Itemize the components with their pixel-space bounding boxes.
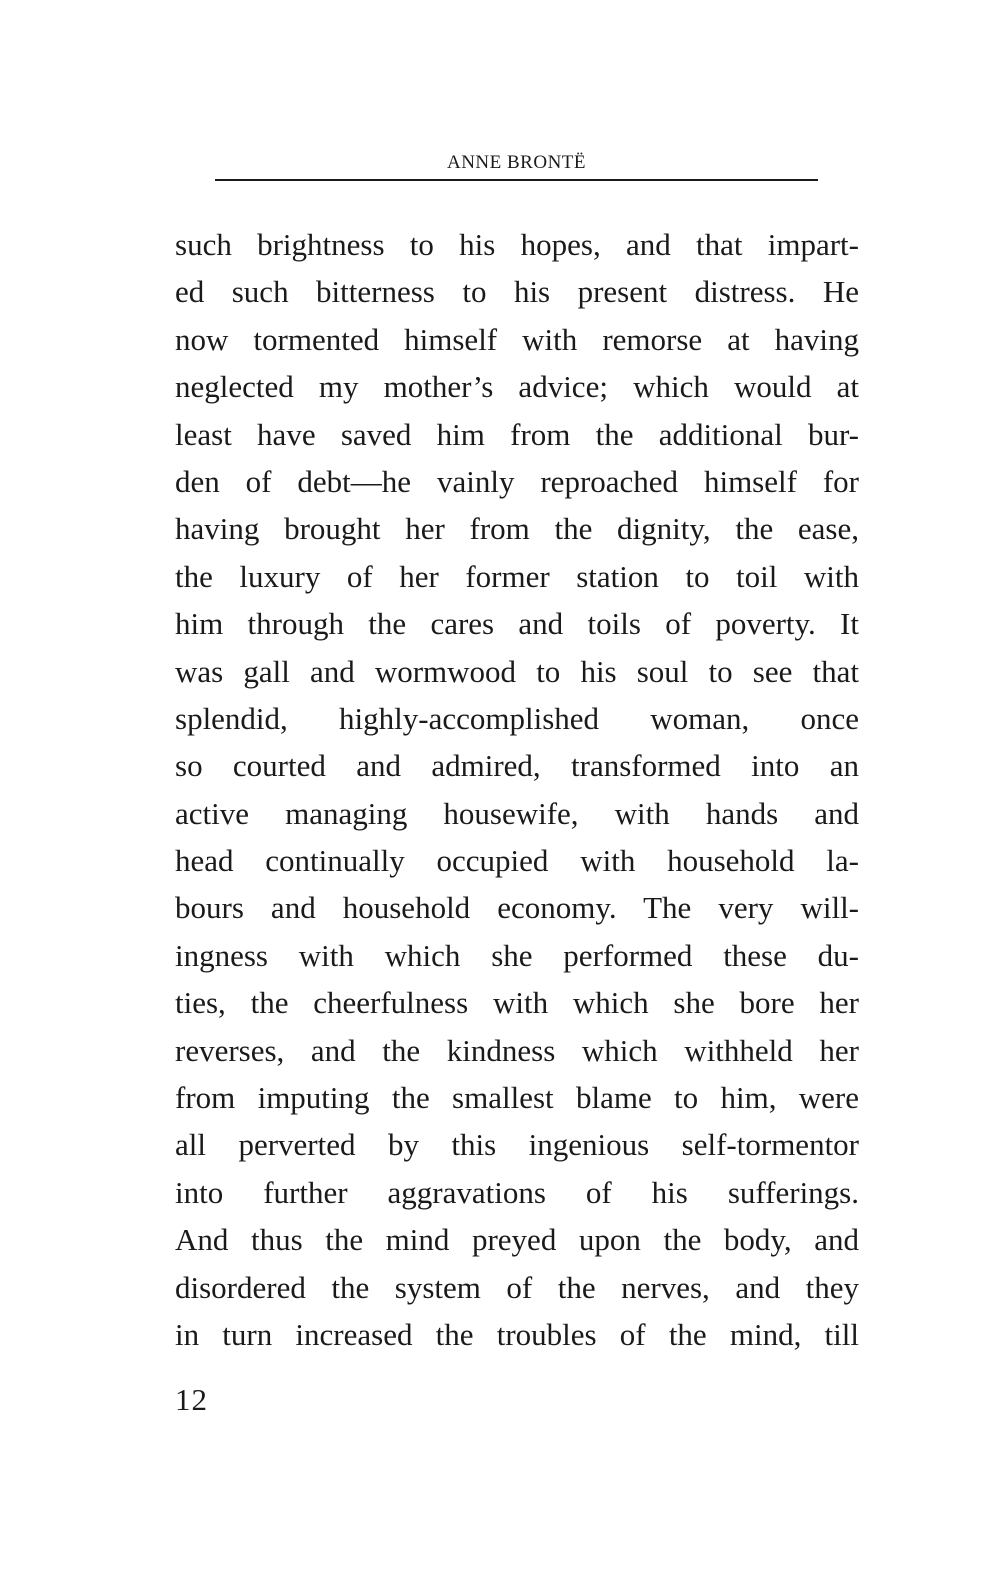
text-line: active managing housewife, with hands and xyxy=(175,795,859,831)
text-line: all perverted by this ingenious self-tormentor xyxy=(175,1127,859,1163)
text-line: was gall and wormwood to his soul to see that xyxy=(175,653,859,689)
text-line: from imputing the smallest blame to him, were xyxy=(175,1080,859,1116)
text-line: disordered the system of the nerves, and they xyxy=(175,1269,859,1305)
text-line: into further aggravations of his sufferings. xyxy=(175,1174,859,1210)
text-line: in turn increased the troubles of the mind, till xyxy=(175,1316,859,1352)
text-line: And thus the mind preyed upon the body, and xyxy=(175,1222,859,1258)
text-line: least have saved him from the additional bur- xyxy=(175,416,859,452)
text-line: now tormented himself with remorse at having xyxy=(175,321,859,357)
text-line: splendid, highly-accomplished woman, once xyxy=(175,700,859,736)
text-line: him through the cares and toils of poverty. It xyxy=(175,606,859,642)
text-line: reverses, and the kindness which withheld her xyxy=(175,1032,859,1068)
text-line: having brought her from the dignity, the ease, xyxy=(175,511,859,547)
text-line: such brightness to his hopes, and that impart- xyxy=(175,227,859,262)
text-line: den of debt—he vainly reproached himself for xyxy=(175,463,859,499)
text-line: ed such bitterness to his present distress. He xyxy=(175,274,859,310)
text-line: the luxury of her former station to toil with xyxy=(175,558,859,594)
running-head: ANNE BRONTË xyxy=(446,152,587,173)
text-line: ties, the cheerfulness with which she bore her xyxy=(175,985,859,1021)
text-line: neglected my mother’s advice; which would at xyxy=(175,369,859,405)
text-line: bours and household economy. The very will- xyxy=(175,890,859,926)
body-text xyxy=(175,221,859,1358)
header-rule xyxy=(215,179,818,181)
page-number: 12 xyxy=(175,1382,208,1417)
text-line: so courted and admired, transformed into an xyxy=(175,748,859,784)
text-line: ingness with which she performed these du- xyxy=(175,937,859,973)
text-line: head continually occupied with household la- xyxy=(175,843,859,879)
